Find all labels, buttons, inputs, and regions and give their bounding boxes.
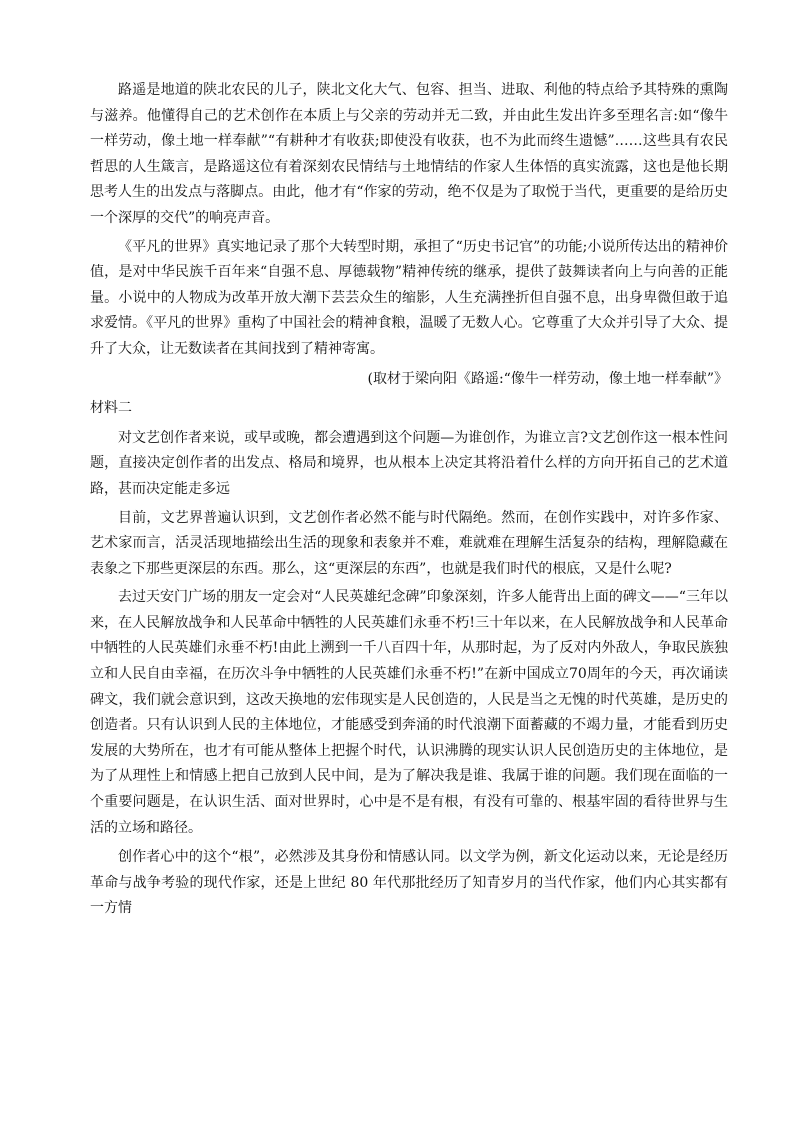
paragraph-lu-yao-peasant: 路遥是地道的陕北农民的儿子，陕北文化大气、包容、担当、进取、利他的特点给予其特殊的熏陶与滋养。他懂得自己的艺术创作在本质上与父亲的劳动并无二致，并由此生发出许多至理名言:如“像牛一样劳动，像土地一样奉献”“有耕种才有收获;即使没有收获，也不为此而终生遗憾”……这些具有农民哲思的人生箴言，是路遥这位有着深刻农民情结与土地情结的作家人生体悟的真实流露，这也是他长期思考人生的出发点与落脚点。由此，他才有“作家的劳动，绝不仅是为了取悦于当代，更重要的是给历史一个深厚的交代”的响亮声音。 [90,82,728,226]
paragraph-root: 创作者心中的这个“根”，必然涉及其身份和情感认同。以文学为例，新文化运动以来，无论是经历革命与战争考验的现代作家，还是上世纪 80 年代那批经历了知青岁月的当代作家，他们内心其实都有一方情 [90,849,728,917]
paragraph-ordinary-world: 《平凡的世界》真实地记录了那个大转型时期，承担了“历史书记官”的功能;小说所传达出的精神价值，是对中华民族千百年来“自强不息、厚德载物”精神传统的继承，提供了鼓舞读者向上与向善的正能量。小说中的人物成为改革开放大潮下芸芸众生的缩影，人生充满挫折但自强不息，出身卑微但敢于追求爱情。《平凡的世界》重构了中国社会的精神食粮，温暖了无数人心。它尊重了大众并引导了大众、提升了大众，让无数读者在其间找到了精神寄寓。 [90,238,728,357]
paragraph-deeper-things: 目前，文艺界普遍认识到，文艺创作者必然不能与时代隔绝。然而，在创作实践中，对许多作家、艺术家而言，活灵活现地描绘出生活的现象和表象并不难，难就难在理解生活复杂的结构，理解隐藏在表象之下那些更深层的东西。那么，这“更深层的东西”，也就是我们时代的根底，又是什么呢? [90,509,728,577]
source-citation: (取材于梁向阳《路遥:“像牛一样劳动，像土地一样奉献”》 [367,370,728,387]
material-2-heading: 材料二 [90,400,132,417]
document-page [90,78,728,922]
paragraph-monument: 去过天安门广场的朋友一定会对“人民英雄纪念碑”印象深刻，许多人能背出上面的碑文——“三年以来，在人民解放战争和人民革命中牺牲的人民英雄们永垂不朽!三十年以来，在人民解放战争和人民革命中牺牲的人民英雄们永垂不朽!由此上溯到一千八百四十年，从那时起，为了反对内外敌人，争取民族独立和人民自由幸福，在历次斗争中牺牲的人民英雄们永垂不朽!”在新中国成立70周年的今天，再次诵读碑文，我们就会意识到，这改天换地的宏伟现实是人民创造的，人民是当之无愧的时代英雄，是历史的创造者。只有认识到人民的主体地位，才能感受到奔涌的时代浪潮下面蓄藏的不竭力量，才能看到历史发展的大势所在，也才有可能从整体上把握个时代，认识沸腾的现实认识人民创造历史的主体地位，是为了从理性上和情感上把自己放到人民中间，是为了解决我是谁、我属于谁的问题。我们现在面临的一个重要问题是，在认识生活、面对世界时，心中是不是有根，有没有可靠的、根基牢固的看待世界与生活的立场和路径。 [90,589,728,836]
paragraph-for-whom: 对文艺创作者来说，或早或晚，都会遭遇到这个问题—为谁创作，为谁立言?文艺创作这一根本性问题，直接决定创作者的出发点、格局和境界，也从根本上决定其将沿着什么样的方向开拓自己的艺术道路，甚而决定能走多远 [90,429,728,497]
